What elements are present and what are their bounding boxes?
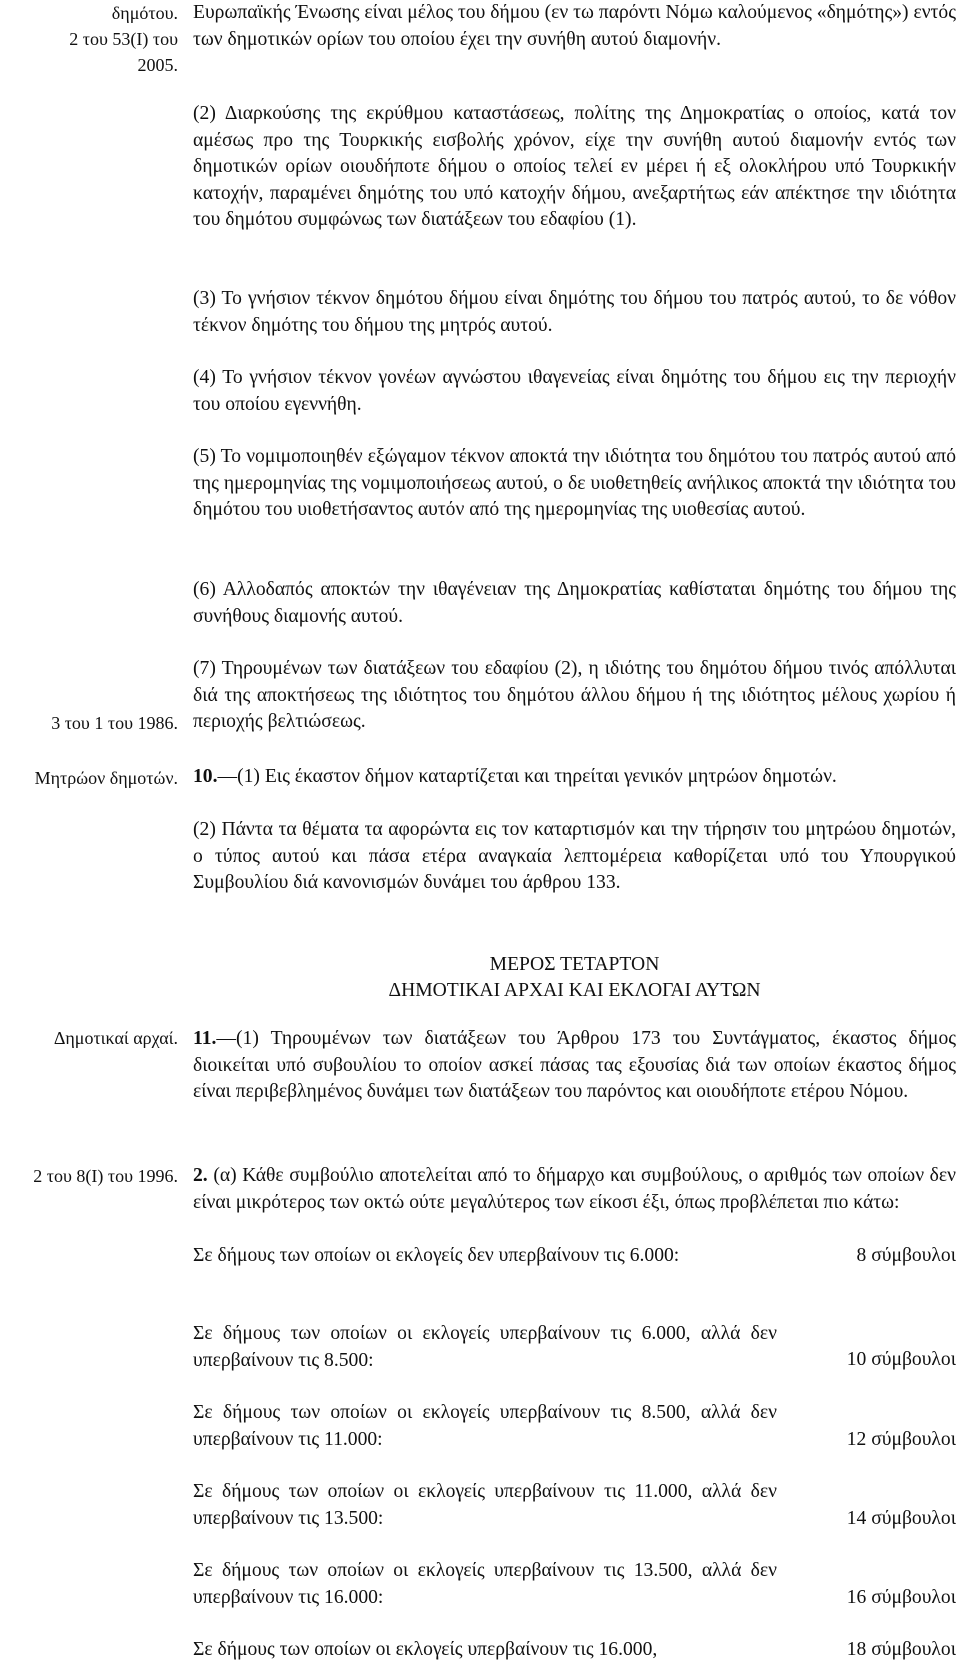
margin-note-1996: 2 του 8(Ι) του 1996. bbox=[33, 1166, 178, 1186]
section-number: 11. bbox=[193, 1028, 217, 1049]
margin-note-top bbox=[0, 0, 178, 78]
section-number: 10. bbox=[193, 766, 218, 787]
margin-note-line: 2 του 53(Ι) του bbox=[69, 29, 178, 49]
paragraph-3: (3) Το γνήσιον τέκνον δημότου δήμου είναι δημότης του δήμου του πατρός αυτού, το δε νόθον τέκνον δημότης του δήμου της μητρός αυτού. bbox=[193, 288, 956, 336]
margin-note-1986: 3 του 1 του 1986. bbox=[51, 713, 178, 733]
council-row-text: Σε δήμους των οποίων οι εκλογείς δεν υπερβαίνουν τις 6.000: bbox=[193, 1245, 680, 1266]
margin-note-authorities: Δημοτικαί αρχαί. bbox=[53, 1028, 178, 1048]
section-11 bbox=[193, 1026, 956, 1106]
section-10-sub-2: (2) Πάντα τα θέματα τα αφορώντα εις τον καταρτισμόν και την τήρησιν του μητρώου δημοτών, ο τύπος αυτού και πάσα ετέρα αναγκαία λεπτομέρεια καθορίζεται υπό του Υπουργικού Συμβουλίου διά κανονισμών δυνάμει του άρθρου 133. bbox=[193, 819, 956, 894]
margin-note-line: δημότου. bbox=[111, 3, 178, 23]
council-row-value: 10 σύμβουλοι bbox=[846, 1349, 956, 1370]
section-10 bbox=[193, 764, 956, 791]
section-number: 2. bbox=[193, 1165, 208, 1186]
section-text: (α) Κάθε συμβούλιο αποτελείται από το δήμαρχο και συμβούλους, ο αριθμός των οποίων δεν είναι μικρότερος των οκτώ ούτε μεγαλύτερος των είκοσι έξι, όπως προβλέπεται πιο κάτω: bbox=[193, 1165, 956, 1213]
margin-note-registers: Μητρώον δημοτών. bbox=[34, 768, 178, 788]
paragraph-4: (4) Το γνήσιον τέκνον γονέων αγνώστου ιθαγενείας είναι δημότης του δήμου εις την περιοχήν του οποίου εγεννήθη. bbox=[193, 367, 956, 415]
paragraph-2: (2) Διαρκούσης της εκρύθμου καταστάσεως, πολίτης της Δημοκρατίας ο οποίος, κατά τον αμέσως προ της Τουρκικής εισβολής χρόνον, είχε την συνήθη αυτού διαμονήν εντός των δημοτικών ορίων οιουδήποτε δήμου ο οποίος τελεί εν μέρει ή εξ ολοκλήρου υπό Τουρκικήν κατοχήν, παραμένει δημότης του υπό κατοχήν δήμου, ανεξαρτήτως εάν απέκτησε την ιδιότητα του δημότου συμφώνως των διατάξεων του εδαφίου (1). bbox=[193, 103, 956, 231]
part-heading-title: ΜΕΡΟΣ ΤΕΤΑΡΤΟΝ bbox=[489, 954, 660, 975]
part-heading-subtitle: ΔΗΜΟΤΙΚΑΙ ΑΡΧΑΙ ΚΑΙ ΕΚΛΟΓΑΙ ΑΥΤΩΝ bbox=[388, 980, 761, 1001]
council-row-text: Σε δήμους των οποίων οι εκλογείς υπερβαίνουν τις 8.500, αλλά δεν υπερβαίνουν τις 11.000: bbox=[193, 1402, 777, 1450]
council-row-value: 12 σύμβουλοι bbox=[846, 1429, 956, 1450]
section-text: —(1) Εις έκαστον δήμον καταρτίζεται και τηρείται γενικόν μητρώον δημοτών. bbox=[217, 766, 837, 787]
council-row-value: 18 σύμβουλοι bbox=[846, 1639, 956, 1660]
council-row-value: 8 σύμβουλοι bbox=[856, 1245, 956, 1266]
council-row-text: Σε δήμους των οποίων οι εκλογείς υπερβαίνουν τις 6.000, αλλά δεν υπερβαίνουν τις 8.500: bbox=[193, 1323, 777, 1371]
margin-note-line: 2005. bbox=[137, 55, 178, 75]
council-row-value: 16 σύμβουλοι bbox=[846, 1587, 956, 1608]
council-row-text: Σε δήμους των οποίων οι εκλογείς υπερβαίνουν τις 16.000, bbox=[193, 1639, 658, 1660]
council-row-text: Σε δήμους των οποίων οι εκλογείς υπερβαίνουν τις 11.000, αλλά δεν υπερβαίνουν τις 13.500: bbox=[193, 1481, 777, 1529]
paragraph-7: (7) Τηρουμένων των διατάξεων του εδαφίου (2), η ιδιότης του δημότου δήμου τινός απόλλυται διά της αποκτήσεως της ιδιότητος του δημότου άλλου δήμου ή της ιδιότητος μέλους χωρίου ή περιοχής βελτιώσεως. bbox=[193, 658, 956, 733]
section-text: —(1) Τηρουμένων των διατάξεων του Άρθρου 173 του Συντάγματος, έκαστος δήμος διοικείται υπό συβουλίου το οποίον ασκεί πάσας τας εξουσίας διά των οποίων έκαστος δήμος είναι περιβεβλημένος δυνάμει των διατάξεων του παρόντος και οιουδήποτε ετέρου Νόμου. bbox=[193, 1028, 956, 1103]
section-11-sub-2 bbox=[193, 1163, 956, 1216]
paragraph-intro: Ευρωπαϊκής Ένωσης είναι μέλος του δήμου (εν τω παρόντι Νόμω καλούμενος «δημότης») εντός των δημοτικών ορίων του οποίου έχει την συνήθη αυτού διαμονήν. bbox=[193, 2, 956, 50]
paragraph-5: (5) Το νομιμοποιηθέν εξώγαμον τέκνον αποκτά την ιδιότητα του δημότου του πατρός αυτού από της ημερομηνίας της νομιμοποιήσεως αυτού, ο δε υιοθετηθείς ανήλικος αποκτά την ιδιότητα του δημότου του υιοθετήσαντος αυτόν από της ημερομηνίας της υιοθεσίας αυτού. bbox=[193, 446, 956, 521]
council-row-text: Σε δήμους των οποίων οι εκλογείς υπερβαίνουν τις 13.500, αλλά δεν υπερβαίνουν τις 16.000: bbox=[193, 1560, 777, 1608]
council-row-value: 14 σύμβουλοι bbox=[846, 1508, 956, 1529]
paragraph-6: (6) Αλλοδαπός αποκτών την ιθαγένειαν της Δημοκρατίας καθίσταται δημότης του δήμου της συνήθους διαμονής αυτού. bbox=[193, 579, 956, 627]
